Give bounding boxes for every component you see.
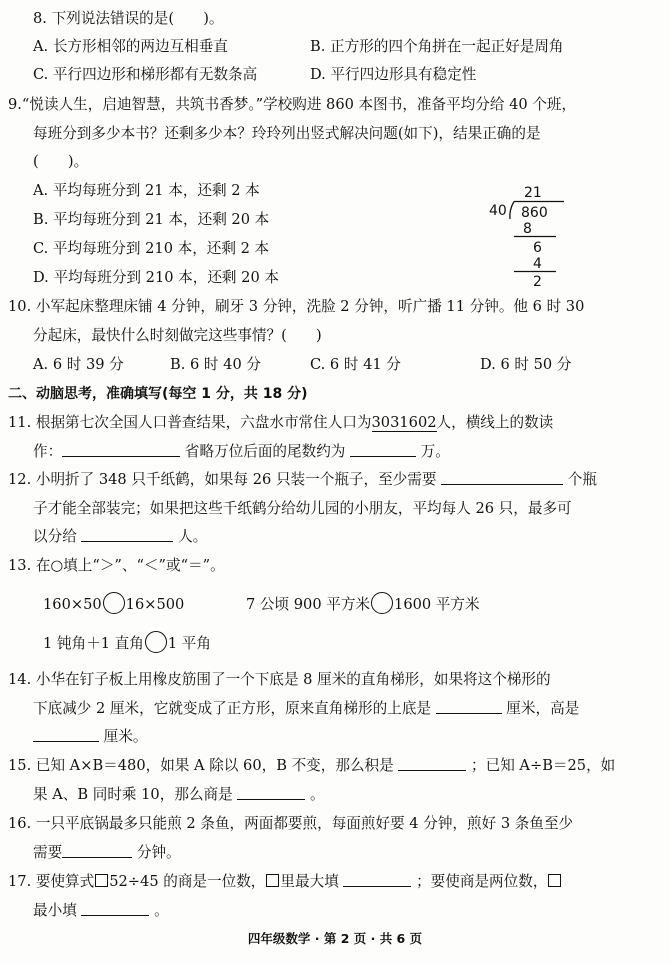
q11-blank-approx[interactable] bbox=[350, 442, 416, 457]
q12-blank-bottles[interactable] bbox=[441, 470, 563, 485]
q10-option-c: C. 6 时 41 分 bbox=[310, 356, 401, 373]
q10-option-b: B. 6 时 40 分 bbox=[170, 356, 261, 373]
q13-compare-circle-2[interactable] bbox=[371, 592, 393, 614]
q14-line-1: 14. 小华在钉子板上用橡皮筋围了一个下底是 8 厘米的直角梯形，如果将这个梯形的 bbox=[8, 671, 551, 688]
q17-blank-min[interactable] bbox=[81, 901, 149, 916]
q17-box-digit bbox=[95, 874, 108, 887]
q14-blank-height[interactable] bbox=[33, 727, 99, 742]
q14-text-1: 下底减少 2 厘米，它就变成了正方形，原来直角梯形的上底是 bbox=[33, 700, 432, 717]
q11-text-3: 作： bbox=[33, 443, 63, 460]
q8-option-d: D. 平行四边形具有稳定性 bbox=[310, 66, 477, 83]
q13-expr-3-right: 1 平角 bbox=[167, 635, 211, 652]
section-heading: 二、动脑思考，准确填写(每空 1 分，共 18 分) bbox=[8, 386, 308, 402]
q17-text-4: ；要使商是两位数， bbox=[416, 873, 548, 890]
q11-text-4: 省略万位后面的尾数约为 bbox=[184, 443, 346, 460]
q17-text-3: 里最大填 bbox=[280, 873, 339, 890]
long-division-figure bbox=[476, 183, 572, 293]
q9-option-c: C. 平均每班分到 210 本，还剩 2 本 bbox=[33, 240, 270, 257]
q13-expr-3-left: 1 钝角＋1 直角 bbox=[43, 635, 144, 652]
q8-option-c: C. 平行四边形和梯形都有无数条高 bbox=[33, 66, 258, 83]
q12-text-1: 12. 小明折了 348 只千纸鹤，如果每 26 只装一个瓶子，至少需要 bbox=[8, 471, 437, 488]
q15-line-1 bbox=[8, 756, 615, 776]
q13-expr-3 bbox=[43, 631, 211, 654]
q8-stem: 8. 下列说法错误的是( )。 bbox=[33, 10, 224, 27]
q17-text-1: 17. 要使算式 bbox=[8, 873, 95, 890]
q11-text-2: 人，横线上的数读 bbox=[436, 414, 554, 431]
q12-line-1 bbox=[8, 470, 597, 490]
q9-option-b: B. 平均每班分到 21 本，还剩 20 本 bbox=[33, 211, 270, 228]
q11-blank-reading[interactable] bbox=[62, 442, 180, 457]
q14-line-2 bbox=[33, 699, 579, 719]
q13-expr-2-right: 1600 平方米 bbox=[394, 596, 480, 613]
q9-line-3: ( )。 bbox=[33, 153, 89, 170]
q17-line-1 bbox=[8, 872, 562, 892]
q11-line-2 bbox=[33, 442, 450, 462]
q9-option-a: A. 平均每班分到 21 本，还剩 2 本 bbox=[33, 182, 260, 199]
q16-text-2: 分钟。 bbox=[136, 844, 181, 861]
q9-line-2: 每班分到多少本书？还剩多少本？玲玲列出竖式解决问题(如下)，结果正确的是 bbox=[33, 125, 541, 142]
q16-text-1: 需要 bbox=[33, 844, 63, 861]
q11-population-number: 3031602 bbox=[371, 414, 437, 431]
q15-line-2 bbox=[33, 785, 325, 805]
q14-text-2: 厘米，高是 bbox=[506, 700, 580, 717]
q15-text-3: 果 A、B 同时乘 10，那么商是 bbox=[33, 786, 233, 803]
dividend: 860 bbox=[521, 205, 548, 221]
q13-compare-circle-3[interactable] bbox=[145, 631, 167, 653]
q11-text-5: 万。 bbox=[420, 443, 450, 460]
q17-box-ref-2 bbox=[548, 874, 561, 887]
q10-line-2: 分起床，最快什么时刻做完这些事情？( ) bbox=[33, 327, 322, 344]
q14-line-3 bbox=[33, 727, 147, 747]
q12-text-3: 以分给 bbox=[33, 528, 77, 545]
q17-box-ref-1 bbox=[266, 874, 279, 887]
q13-compare-circle-1[interactable] bbox=[103, 592, 125, 614]
q17-blank-max[interactable] bbox=[343, 872, 411, 887]
division-step-2: 6 bbox=[533, 240, 542, 256]
q14-blank-top-base[interactable] bbox=[436, 699, 502, 714]
q11-text-1: 11. 根据第七次全国人口普查结果，六盘水市常住人口为 bbox=[8, 414, 372, 431]
q8-option-b: B. 正方形的四个角拼在一起正好是周角 bbox=[310, 38, 564, 55]
q12-text-4: 人。 bbox=[178, 528, 208, 545]
division-remainder: 2 bbox=[533, 274, 542, 290]
q15-blank-product[interactable] bbox=[398, 756, 466, 771]
q13-expr-1-left: 160×50 bbox=[43, 596, 102, 613]
q17-text-2: 52÷45 的商是一位数， bbox=[109, 873, 266, 890]
q10-option-a: A. 6 时 39 分 bbox=[33, 356, 124, 373]
q10-line-1: 10. 小军起床整理床铺 4 分钟，刷牙 3 分钟，洗脸 2 分钟，听广播 11 分钟。他 6 时 30 bbox=[8, 298, 585, 315]
q17-text-5: 最小填 bbox=[33, 902, 77, 919]
q17-text-6: 。 bbox=[154, 902, 169, 919]
q9-option-d: D. 平均每班分到 210 本，还剩 20 本 bbox=[33, 269, 279, 286]
q14-text-3: 厘米。 bbox=[103, 728, 148, 745]
q12-blank-children[interactable] bbox=[81, 527, 173, 542]
q16-blank-minutes[interactable] bbox=[62, 843, 132, 858]
q15-text-4: 。 bbox=[309, 786, 325, 803]
q12-line-2: 子才能全部装完；如果把这些千纸鹤分给幼儿园的小朋友，平均每人 26 只，最多可 bbox=[33, 500, 572, 517]
division-step-1: 8 bbox=[523, 221, 532, 237]
q12-line-3 bbox=[33, 527, 207, 547]
q16-line-1: 16. 一只平底锅最多只能煎 2 条鱼，两面都要煎，每面煎好要 4 分钟，煎好 3 条鱼至少 bbox=[8, 815, 574, 832]
q10-option-d: D. 6 时 50 分 bbox=[480, 356, 572, 373]
q15-blank-quotient[interactable] bbox=[237, 785, 305, 800]
q13-expr-1 bbox=[43, 592, 184, 615]
q12-text-2: 个瓶 bbox=[567, 471, 597, 488]
quotient: 21 bbox=[524, 185, 542, 201]
q13-expr-2-left: 7 公顷 900 平方米 bbox=[246, 596, 371, 613]
divisor: 40 bbox=[489, 203, 507, 219]
q13-stem: 13. 在○填上“＞”、“＜”或“＝”。 bbox=[8, 557, 225, 574]
q13-expr-1-right: 16×500 bbox=[125, 596, 185, 613]
page-footer: 四年级数学 · 第 2 页 · 共 6 页 bbox=[247, 931, 423, 946]
q15-text-2: ；已知 A÷B＝25，如 bbox=[471, 757, 616, 774]
q9-line-1: 9.“悦读人生，启迪智慧，共筑书香梦。”学校购进 860 本图书，准备平均分给 40 个班， bbox=[8, 96, 577, 113]
division-step-3: 4 bbox=[533, 256, 542, 272]
q11-line-1 bbox=[8, 413, 553, 433]
q16-line-2 bbox=[33, 843, 181, 863]
q17-line-2 bbox=[33, 901, 169, 921]
q13-expr-2 bbox=[246, 592, 480, 615]
q15-text-1: 15. 已知 A×B＝480，如果 A 除以 60，B 不变，那么积是 bbox=[8, 757, 394, 774]
q8-option-a: A. 长方形相邻的两边互相垂直 bbox=[33, 38, 228, 55]
